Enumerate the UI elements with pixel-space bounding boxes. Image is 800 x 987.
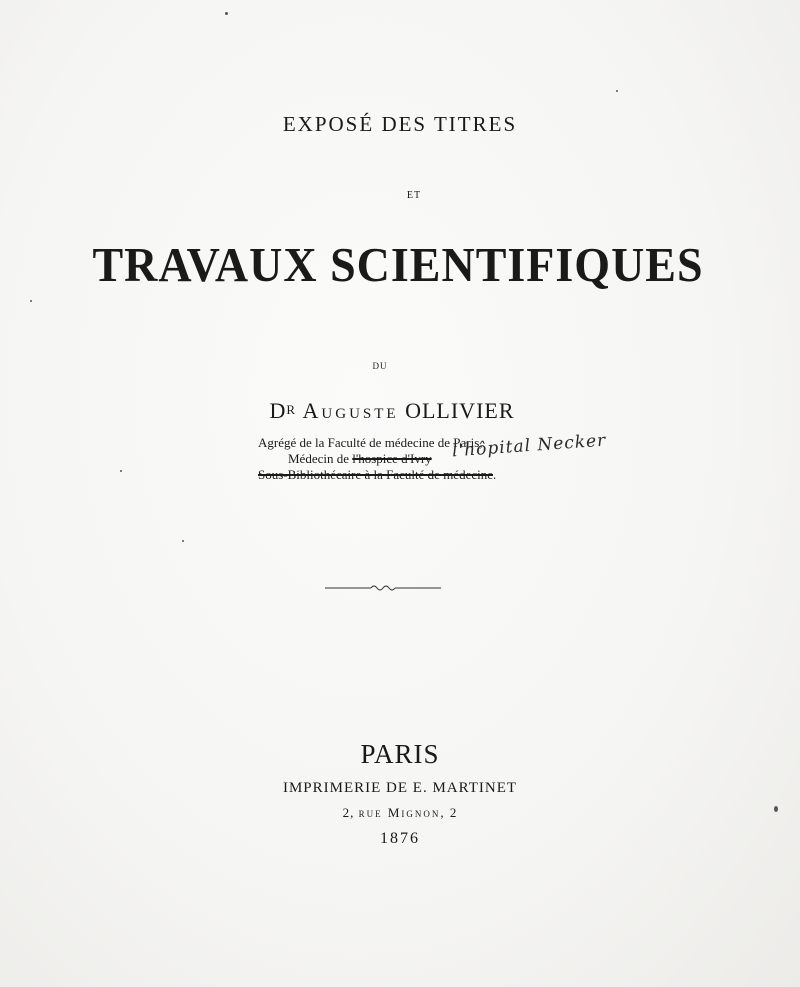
- paper-speck: [30, 300, 32, 302]
- main-title: TRAVAUX SCIENTIFIQUES: [92, 237, 704, 292]
- credential-line-2-prefix: Médecin de: [288, 451, 353, 466]
- imprint-year: 1876: [380, 830, 420, 847]
- credential-line-2: [288, 451, 432, 467]
- ornament-divider-icon: [325, 582, 441, 594]
- imprint-address: [0, 805, 800, 821]
- title-line-1: EXPOSÉ DES TITRES: [282, 112, 518, 136]
- author-prefix: D: [269, 398, 287, 423]
- credential-line-3: [258, 467, 496, 483]
- preposition: DU: [372, 361, 388, 371]
- paper-speck: [182, 540, 184, 542]
- address-street: rue Mignon,: [358, 805, 446, 820]
- credential-line-1: Agrégé de la Faculté de médecine de Paris,: [258, 435, 483, 450]
- imprint-city: PARIS: [360, 739, 440, 769]
- address-number-1: 2,: [342, 805, 355, 820]
- struck-text-hospice: l'hospice d'Ivry: [352, 451, 432, 466]
- imprint-printer: IMPRIMERIE DE E. MARTINET: [282, 780, 518, 796]
- struck-text-librarian: Sous-Bibliothécaire à la Faculté de médecine: [258, 467, 493, 482]
- author-first-name: Auguste: [302, 398, 399, 423]
- title-conjunction: ET: [406, 190, 422, 201]
- address-number-2: 2: [449, 805, 458, 820]
- paper-speck: [616, 90, 618, 92]
- paper-speck: [774, 806, 778, 812]
- author-last-name: OLLIVIER: [405, 398, 515, 423]
- credential-line-3-suffix: .: [493, 467, 497, 482]
- paper-speck: [120, 470, 122, 472]
- author-name: [0, 398, 792, 424]
- paper-speck: [225, 12, 228, 15]
- author-prefix-sup: R: [286, 402, 297, 417]
- handwritten-correction: l'hôpital Necker: [451, 430, 607, 462]
